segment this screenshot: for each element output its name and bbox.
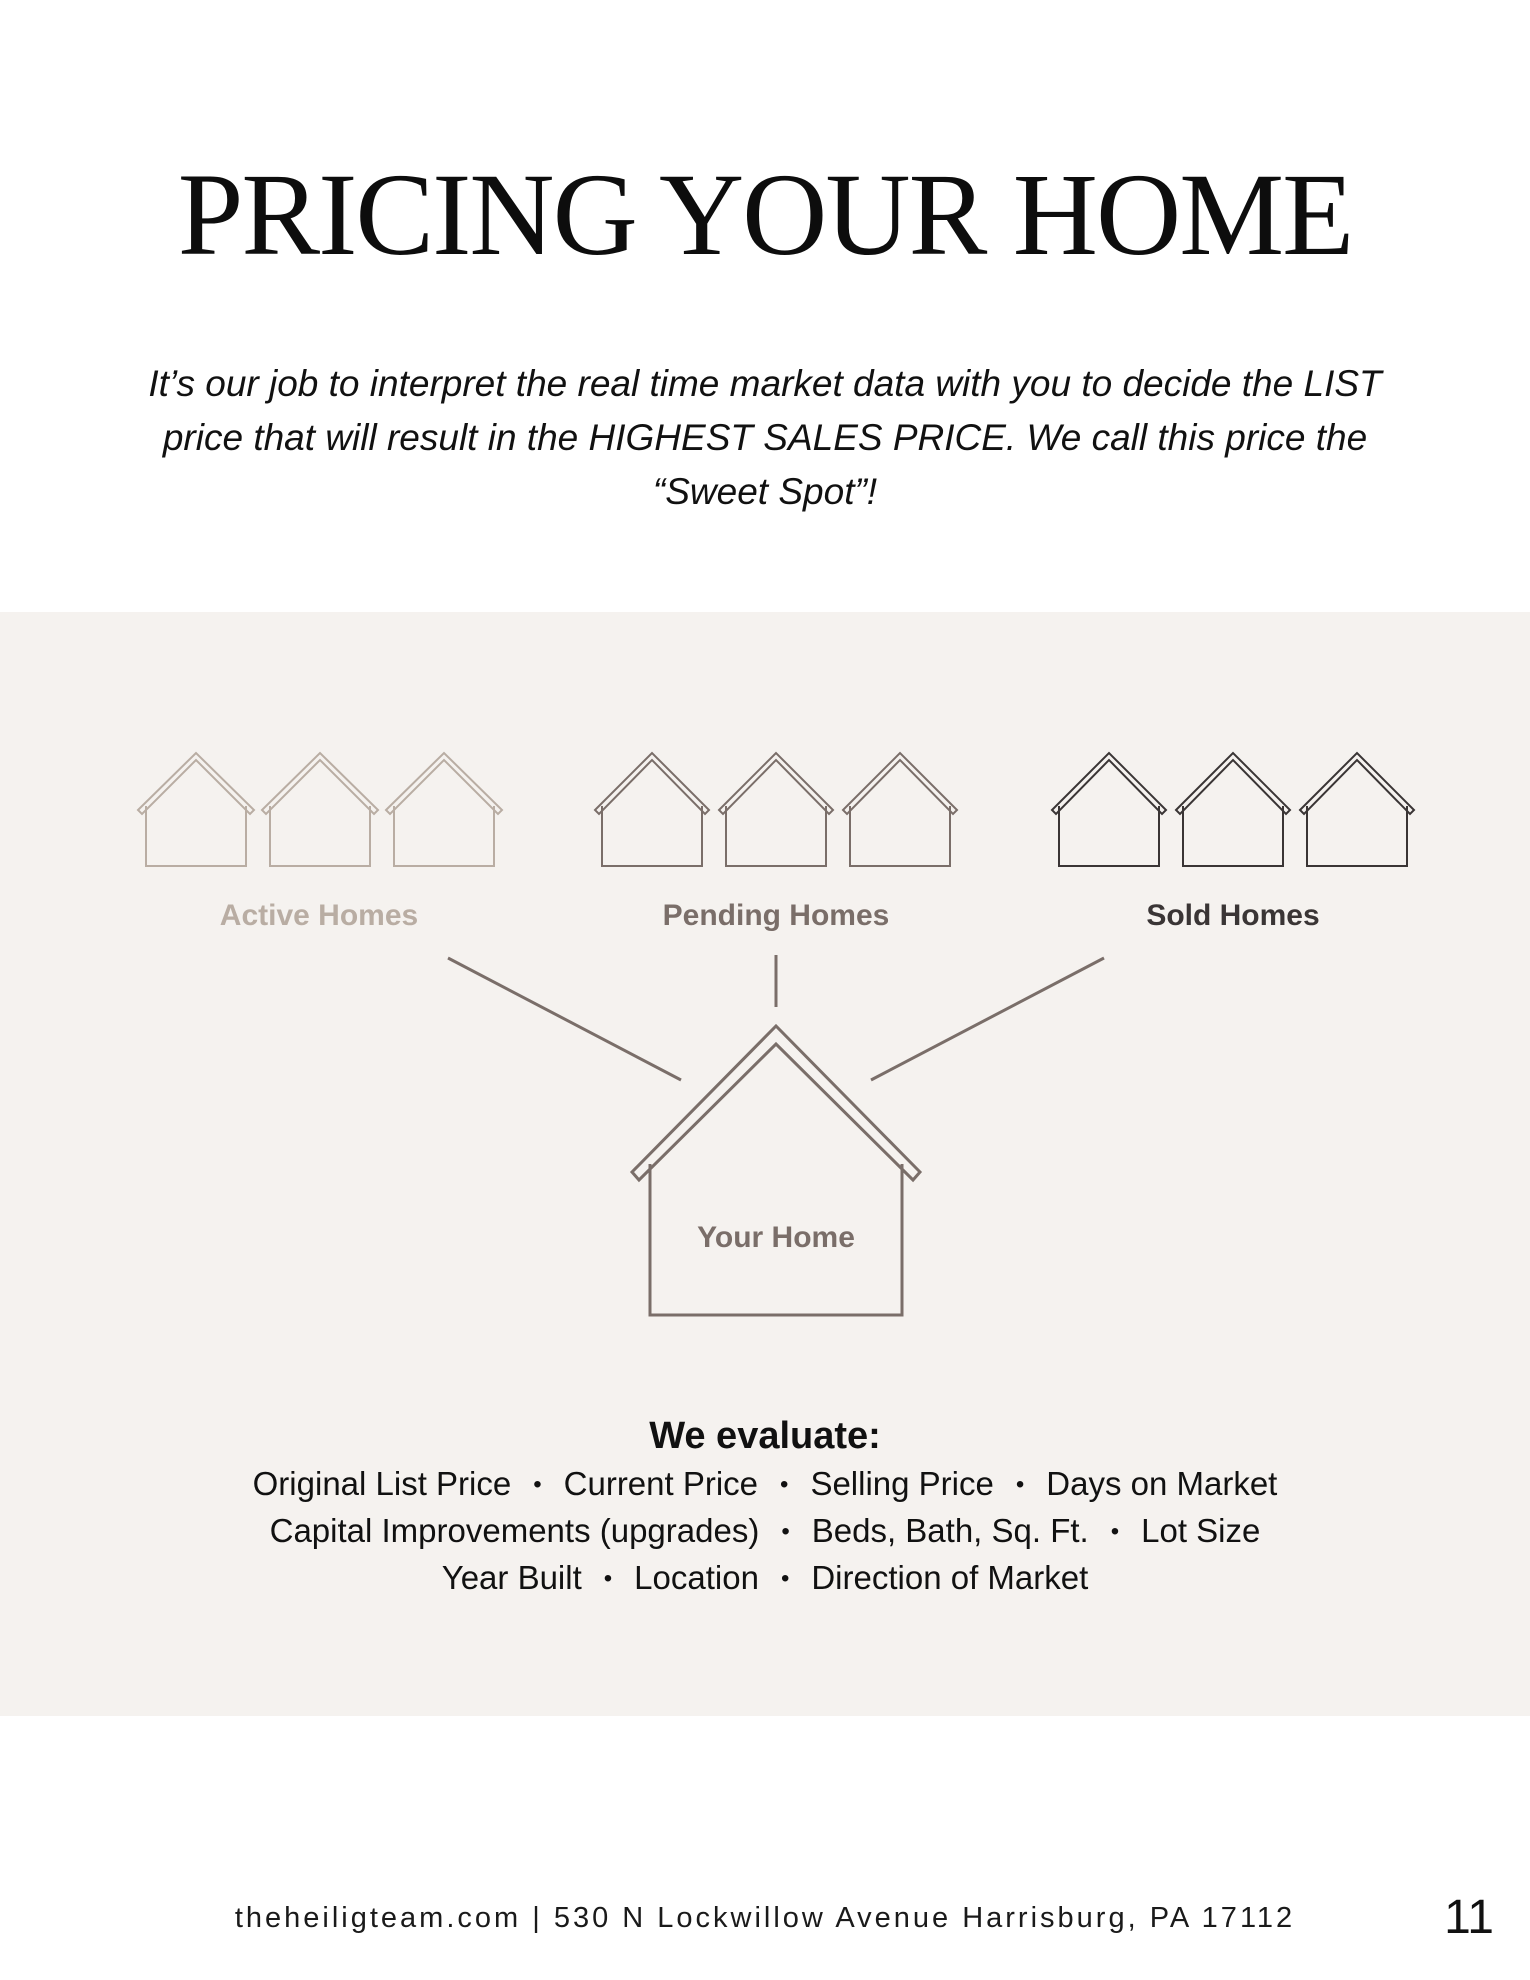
house-icon (386, 753, 502, 866)
separator-dot: • (603, 1565, 613, 1592)
evaluate-line-1 (0, 1462, 1530, 1507)
criterion: Beds, Bath, Sq. Ft. (811, 1512, 1089, 1549)
criterion: Year Built (441, 1559, 582, 1596)
connector-lines (448, 955, 1104, 1080)
criterion: Direction of Market (811, 1559, 1089, 1596)
connector-line-active (448, 958, 681, 1080)
separator-dot: • (780, 1565, 790, 1592)
criterion: Selling Price (810, 1465, 994, 1502)
connector-line-sold (871, 958, 1104, 1080)
house-icon (262, 753, 378, 866)
pending-homes-label: Pending Homes (662, 899, 890, 932)
page-number: 11 (1444, 1891, 1494, 1944)
house-icon (1052, 753, 1166, 866)
house-icon (1176, 753, 1290, 866)
criterion: Capital Improvements (upgrades) (269, 1512, 760, 1549)
house-icon (138, 753, 254, 866)
intro-paragraph: It’s our job to interpret the real time market data with you to decide the LIST price that will result in the HIGHEST SALES PRICE. We call this price the “Sweet Spot”! (148, 363, 1382, 512)
evaluate-heading: We evaluate: (649, 1415, 881, 1457)
house-icon (843, 753, 957, 866)
your-home-house-icon (632, 1026, 920, 1315)
separator-dot: • (533, 1471, 542, 1498)
house-icon (1300, 753, 1414, 866)
criterion: Original List Price (252, 1465, 512, 1502)
page-title: PRICING YOUR HOME (177, 149, 1353, 280)
evaluate-line-3 (0, 1556, 1530, 1601)
house-icon (719, 753, 833, 866)
pending-homes-icons (595, 753, 957, 866)
criterion: Days on Market (1046, 1465, 1278, 1502)
your-home-label: Your Home (697, 1221, 855, 1254)
sold-homes-icons (1052, 753, 1414, 866)
separator-dot: • (781, 1518, 790, 1545)
criterion: Location (634, 1559, 759, 1596)
active-homes-label: Active Homes (219, 899, 419, 932)
criterion: Lot Size (1141, 1512, 1261, 1549)
sold-homes-label: Sold Homes (1146, 899, 1320, 932)
separator-dot: • (1110, 1518, 1120, 1545)
house-icon (595, 753, 709, 866)
evaluate-line-2 (0, 1509, 1530, 1554)
footer-contact: theheiligteam.com | 530 N Lockwillow Avenue Harrisburg, PA 17112 (234, 1902, 1296, 1934)
active-homes-icons (138, 753, 502, 866)
separator-dot: • (780, 1471, 789, 1498)
separator-dot: • (1015, 1471, 1025, 1498)
criterion: Current Price (563, 1465, 759, 1502)
